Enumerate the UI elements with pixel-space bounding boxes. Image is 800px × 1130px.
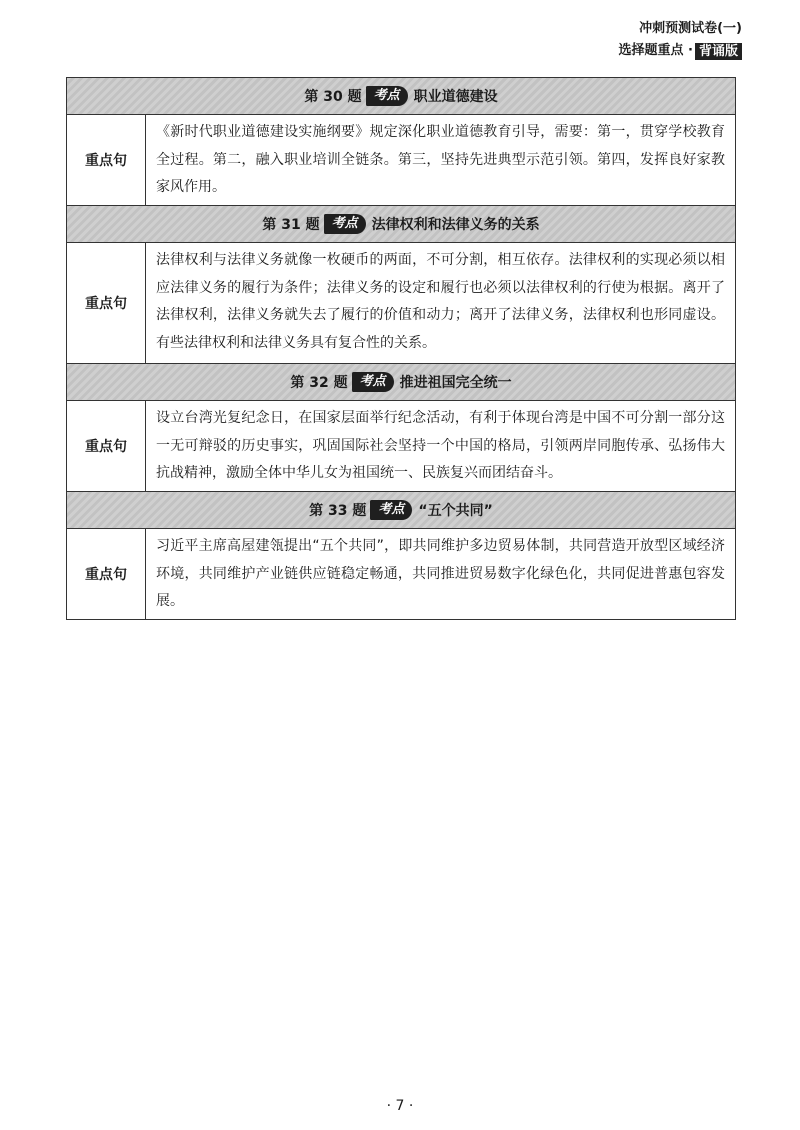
key-points-table: [66, 77, 736, 620]
running-head-subtitle: 选择题重点 ·: [618, 43, 693, 58]
question-number: 第 30 题: [304, 89, 362, 105]
block-header: [67, 78, 735, 115]
question-number: 第 31 题: [262, 217, 320, 233]
key-sentence: 设立台湾光复纪念日，在国家层面举行纪念活动，有利于体现台湾是中国不可分割一部分这一无可辩驳的历史事实，巩固国际社会坚持一个中国的格局，引领两岸同胞传承、弘扬伟大抗战精神，激励全体中华儿女为祖国统一、民族复兴而团结奋斗。: [156, 410, 725, 481]
block-body: [67, 243, 735, 363]
running-head-title: 冲刺预测试卷(一): [639, 21, 742, 36]
question-block-30: [67, 78, 735, 205]
question-block-33: [67, 491, 735, 619]
topic-title: “五个共同”: [418, 503, 493, 519]
running-head: [619, 18, 742, 62]
page-number: · 7 ·: [386, 1098, 414, 1114]
row-label: 重点句: [67, 243, 146, 363]
key-sentence: 习近平主席高屋建瓴提出“五个共同”，即共同维护多边贸易体制，共同营造开放型区域经济环境，共同维护产业链供应链稳定畅通，共同推进贸易数字化绿色化，共同促进普惠包容发展。: [156, 538, 725, 609]
question-block-31: [67, 205, 735, 363]
row-label: 重点句: [67, 401, 146, 491]
block-body: [67, 115, 735, 205]
kaodian-badge: 考点: [370, 500, 412, 520]
question-number: 第 33 题: [309, 503, 367, 519]
kaodian-badge: 考点: [352, 372, 394, 392]
edition-tag: 背诵版: [695, 43, 742, 60]
row-label: 重点句: [67, 115, 146, 205]
key-sentence: 法律权利与法律义务就像一枚硬币的两面，不可分割，相互依存。法律权利的实现必须以相应法律义务的履行为条件；法律义务的设定和履行也必须以法律权利的行使为根据。离开了法律权利，法律义务就失去了履行的价值和动力；离开了法律义务，法律权利也形同虚设。有些法律权利和法律义务具有复合性的关系。: [156, 252, 725, 351]
topic-title: 法律权利和法律义务的关系: [371, 217, 540, 233]
block-header: [67, 205, 735, 243]
block-body: [67, 529, 735, 619]
topic-title: 推进祖国完全统一: [399, 375, 512, 391]
kaodian-badge: 考点: [324, 214, 366, 234]
question-block-32: [67, 363, 735, 491]
question-number: 第 32 题: [290, 375, 348, 391]
row-label: 重点句: [67, 529, 146, 619]
block-body: [67, 401, 735, 491]
block-header: [67, 491, 735, 529]
key-sentence: 《新时代职业道德建设实施纲要》规定深化职业道德教育引导，需要：第一，贯穿学校教育全过程。第二，融入职业培训全链条。第三，坚持先进典型示范引领。第四，发挥良好家教家风作用。: [156, 124, 725, 195]
topic-title: 职业道德建设: [413, 89, 498, 105]
kaodian-badge: 考点: [366, 86, 408, 106]
block-header: [67, 363, 735, 401]
